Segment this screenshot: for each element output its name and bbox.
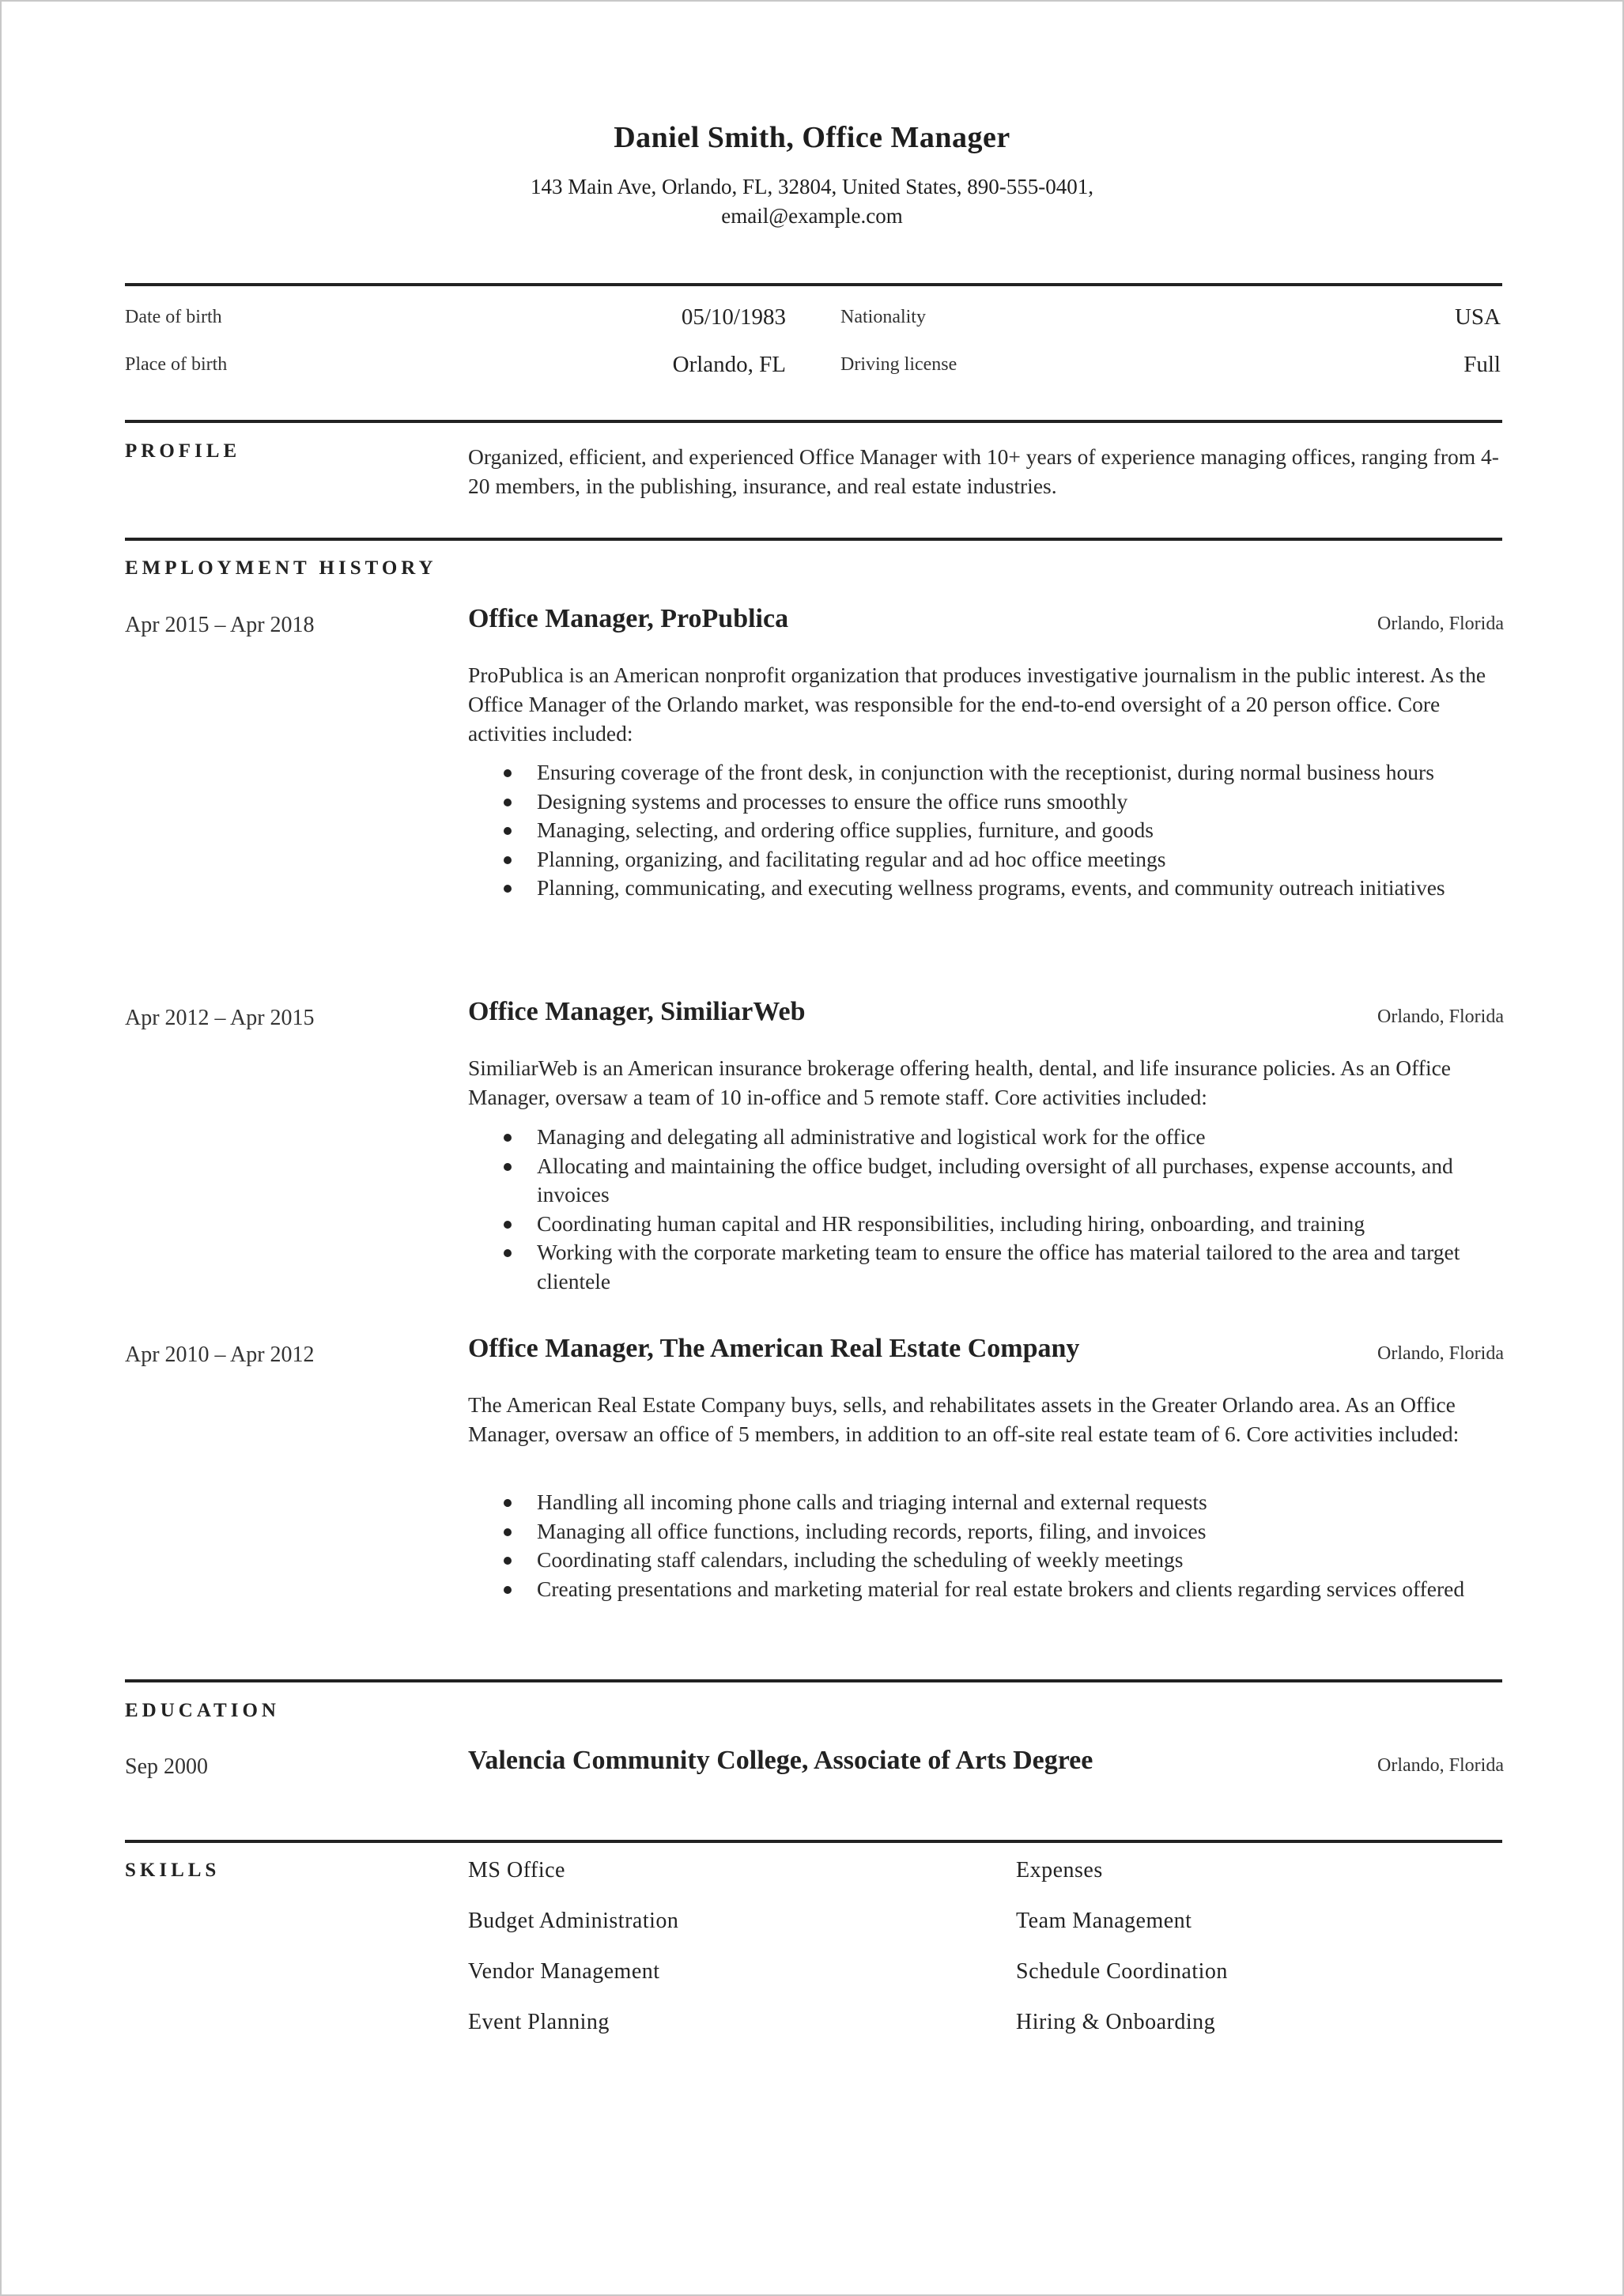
list-item: Managing all office functions, including records, reports, filing, and invoices <box>468 1517 1504 1546</box>
profile-heading: PROFILE <box>125 440 241 462</box>
bullet-icon <box>504 1528 512 1536</box>
job-dates: Apr 2015 – Apr 2018 <box>125 613 315 637</box>
skill-item: Expenses <box>1016 1858 1103 1882</box>
job-bullets <box>468 1123 1504 1296</box>
education-location: Orlando, Florida <box>1377 1755 1504 1776</box>
list-item: Allocating and maintaining the office budget, including oversight of all purchases, expense accounts, and invoices <box>468 1152 1504 1210</box>
profile-text: Organized, efficient, and experienced Office Manager with 10+ years of experience managing offices, ranging from 4-20 members, in the publishing, insurance, and real estate industries. <box>468 444 1499 498</box>
skill-item: Event Planning <box>468 2010 610 2034</box>
job-location: Orlando, Florida <box>1377 614 1504 634</box>
list-item: Coordinating staff calendars, including the scheduling of weekly meetings <box>468 1546 1504 1575</box>
job-title: Office Manager, ProPublica <box>468 604 789 633</box>
bullet-icon <box>504 827 512 835</box>
bullet-icon <box>504 1221 512 1229</box>
list-item: Planning, communicating, and executing wellness programs, events, and community outreach initiatives <box>468 874 1504 903</box>
contact-info <box>2 172 1622 231</box>
bullet-icon <box>504 1586 512 1594</box>
bullet-icon <box>504 799 512 806</box>
job-dates: Apr 2010 – Apr 2012 <box>125 1342 315 1367</box>
bullet-icon <box>504 1249 512 1257</box>
bullet-icon <box>504 885 512 893</box>
job-dates: Apr 2012 – Apr 2015 <box>125 1006 315 1030</box>
skill-item: Schedule Coordination <box>1016 1959 1228 1984</box>
pob-value: Orlando, FL <box>672 352 786 377</box>
list-item: Managing, selecting, and ordering office supplies, furniture, and goods <box>468 816 1504 845</box>
list-item: Managing and delegating all administrative and logistical work for the office <box>468 1123 1504 1152</box>
nationality-value: USA <box>1454 304 1501 330</box>
skill-item: Vendor Management <box>468 1959 660 1984</box>
divider <box>125 538 1502 541</box>
bullet-icon <box>504 769 512 777</box>
resume-header <box>2 120 1622 231</box>
contact-email: email@example.com <box>721 204 903 228</box>
list-item: Planning, organizing, and facilitating regular and ad hoc office meetings <box>468 845 1504 874</box>
nationality-label: Nationality <box>840 307 926 327</box>
skill-item: Hiring & Onboarding <box>1016 2010 1216 2034</box>
job-title: Office Manager, The American Real Estate Company <box>468 1334 1080 1363</box>
education-heading: EDUCATION <box>125 1700 280 1721</box>
list-item: Creating presentations and marketing material for real estate brokers and clients regarding services offered <box>468 1575 1504 1604</box>
education-degree: Valencia Community College, Associate of Arts Degree <box>468 1746 1093 1775</box>
divider <box>125 420 1502 423</box>
contact-address: 143 Main Ave, Orlando, FL, 32804, United States, 890-555-0401, <box>531 175 1093 198</box>
job-bullets <box>468 1488 1504 1603</box>
job-description: ProPublica is an American nonprofit organization that produces investigative journalism in the public interest. As the Office Manager of the Orlando market, was responsible for the end-to-end oversight of a 20 person office. Core activities included: <box>468 663 1486 746</box>
skills-heading: SKILLS <box>125 1860 221 1881</box>
bullet-icon <box>504 1163 512 1171</box>
bullet-icon <box>504 1499 512 1507</box>
license-label: Driving license <box>840 354 957 375</box>
job-title: Office Manager, SimiliarWeb <box>468 997 806 1026</box>
license-value: Full <box>1463 352 1501 377</box>
list-item: Working with the corporate marketing team to ensure the office has material tailored to the area and target clientele <box>468 1238 1504 1296</box>
list-item: Coordinating human capital and HR responsibilities, including hiring, onboarding, and training <box>468 1210 1504 1239</box>
dob-label: Date of birth <box>125 307 222 327</box>
list-item: Ensuring coverage of the front desk, in conjunction with the receptionist, during normal business hours <box>468 758 1504 787</box>
job-description: The American Real Estate Company buys, sells, and rehabilitates assets in the Greater Orlando area. As an Office Manager, oversaw an office of 5 members, in addition to an off-site real estate team of 6. Core activities included: <box>468 1392 1460 1446</box>
skill-item: Budget Administration <box>468 1909 679 1933</box>
skill-item: Team Management <box>1016 1909 1192 1933</box>
skill-item: MS Office <box>468 1858 565 1882</box>
dob-value: 05/10/1983 <box>681 304 786 330</box>
bullet-icon <box>504 1557 512 1565</box>
list-item: Designing systems and processes to ensure the office runs smoothly <box>468 787 1504 817</box>
education-dates: Sep 2000 <box>125 1754 208 1779</box>
bullet-icon <box>504 1134 512 1142</box>
bullet-icon <box>504 856 512 864</box>
job-location: Orlando, Florida <box>1377 1006 1504 1027</box>
divider <box>125 1679 1502 1682</box>
job-bullets <box>468 758 1504 903</box>
divider <box>125 1840 1502 1843</box>
list-item: Handling all incoming phone calls and triaging internal and external requests <box>468 1488 1504 1517</box>
divider <box>125 283 1502 286</box>
job-location: Orlando, Florida <box>1377 1343 1504 1364</box>
employment-heading: EMPLOYMENT HISTORY <box>125 557 437 579</box>
pob-label: Place of birth <box>125 354 228 375</box>
candidate-name: Daniel Smith, Office Manager <box>614 121 1010 154</box>
job-description: SimiliarWeb is an American insurance brokerage offering health, dental, and life insurance policies. As an Office Manager, oversaw a team of 10 in-office and 5 remote staff. Core activities included: <box>468 1055 1452 1109</box>
